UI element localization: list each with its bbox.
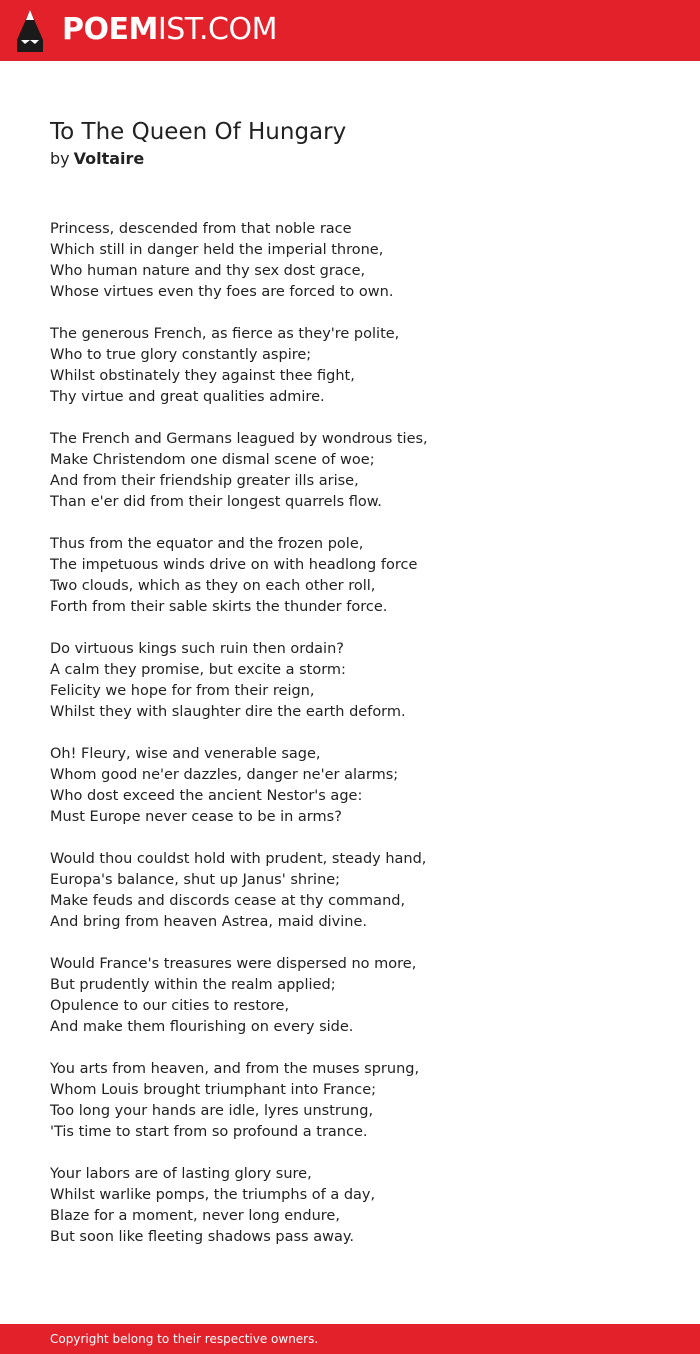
poem-line: The generous French, as fierce as they're polite, (50, 326, 400, 342)
poem-line: Than e'er did from their longest quarrels flow. (50, 494, 382, 510)
poem-stanza (50, 849, 650, 933)
poem-line: Europa's balance, shut up Janus' shrine; (50, 872, 341, 888)
poem-line: Forth from their sable skirts the thunder force. (50, 599, 388, 615)
poem-stanza (50, 219, 650, 303)
poem-body (50, 219, 650, 1269)
poem-line: Whilst warlike pomps, the triumphs of a day, (50, 1187, 376, 1203)
poem-line: Make Christendom one dismal scene of woe; (50, 452, 375, 468)
poem-line: Thus from the equator and the frozen pole, (50, 536, 364, 552)
site-header (0, 0, 700, 61)
poem-line: Whose virtues even thy foes are forced to own. (50, 284, 394, 300)
poem-title: To The Queen Of Hungary (50, 119, 347, 145)
poem-line: 'Tis time to start from so profound a trance. (50, 1124, 368, 1140)
site-footer (0, 1324, 700, 1354)
poem-stanza (50, 954, 650, 1038)
poem-stanza (50, 324, 650, 408)
poem-line: Would France's treasures were dispersed no more, (50, 956, 417, 972)
poem-stanza (50, 744, 650, 828)
poem-line: The French and Germans leagued by wondrous ties, (50, 431, 428, 447)
poem-line: Too long your hands are idle, lyres unstrung, (50, 1103, 374, 1119)
logo-light-text: IST.COM (157, 12, 277, 47)
poem-line: Whom good ne'er dazzles, danger ne'er alarms; (50, 767, 399, 783)
poem-line: Opulence to our cities to restore, (50, 998, 290, 1014)
poem-line: Whom Louis brought triumphant into France; (50, 1082, 377, 1098)
poem-line: And bring from heaven Astrea, maid divine. (50, 914, 368, 930)
copyright-text: Copyright belong to their respective owners. (50, 1332, 319, 1346)
poem-stanza (50, 1059, 650, 1143)
poem-line: But prudently within the realm applied; (50, 977, 336, 993)
poem-line: A calm they promise, but excite a storm: (50, 662, 346, 678)
site-logo[interactable] (62, 12, 277, 48)
poem-stanza (50, 639, 650, 723)
poem-line: Oh! Fleury, wise and venerable sage, (50, 746, 321, 762)
poem-line: But soon like fleeting shadows pass away. (50, 1229, 354, 1245)
poem-stanza (50, 429, 650, 513)
poem-line: The impetuous winds drive on with headlong force (50, 557, 418, 573)
poem-line: Who dost exceed the ancient Nestor's age: (50, 788, 363, 804)
poem-line: Make feuds and discords cease at thy command, (50, 893, 406, 909)
poem-byline (50, 149, 144, 169)
poem-line: Your labors are of lasting glory sure, (50, 1166, 312, 1182)
poem-line: Must Europe never cease to be in arms? (50, 809, 342, 825)
logo-bold-text: POEM (62, 12, 158, 47)
pencil-icon[interactable] (17, 10, 43, 52)
poem-line: Who human nature and thy sex dost grace, (50, 263, 366, 279)
poem-stanza (50, 534, 650, 618)
poem-line: Felicity we hope for from their reign, (50, 683, 315, 699)
poem-author[interactable]: Voltaire (73, 149, 145, 168)
poem-line: Two clouds, which as they on each other roll, (50, 578, 376, 594)
poem-line: And from their friendship greater ills arise, (50, 473, 359, 489)
poem-line: Do virtuous kings such ruin then ordain? (50, 641, 344, 657)
poem-line: Blaze for a moment, never long endure, (50, 1208, 340, 1224)
poem-line: You arts from heaven, and from the muses sprung, (50, 1061, 420, 1077)
poem-stanza (50, 1164, 650, 1248)
poem-line: Which still in danger held the imperial throne, (50, 242, 384, 258)
poem-line: Princess, descended from that noble race (50, 221, 352, 237)
poem-line: Whilst obstinately they against thee fight, (50, 368, 355, 384)
poem-line: And make them flourishing on every side. (50, 1019, 354, 1035)
by-label: by (50, 149, 70, 168)
poem-line: Who to true glory constantly aspire; (50, 347, 312, 363)
poem-line: Whilst they with slaughter dire the earth deform. (50, 704, 406, 720)
poem-line: Thy virtue and great qualities admire. (50, 389, 325, 405)
poem-line: Would thou couldst hold with prudent, steady hand, (50, 851, 427, 867)
